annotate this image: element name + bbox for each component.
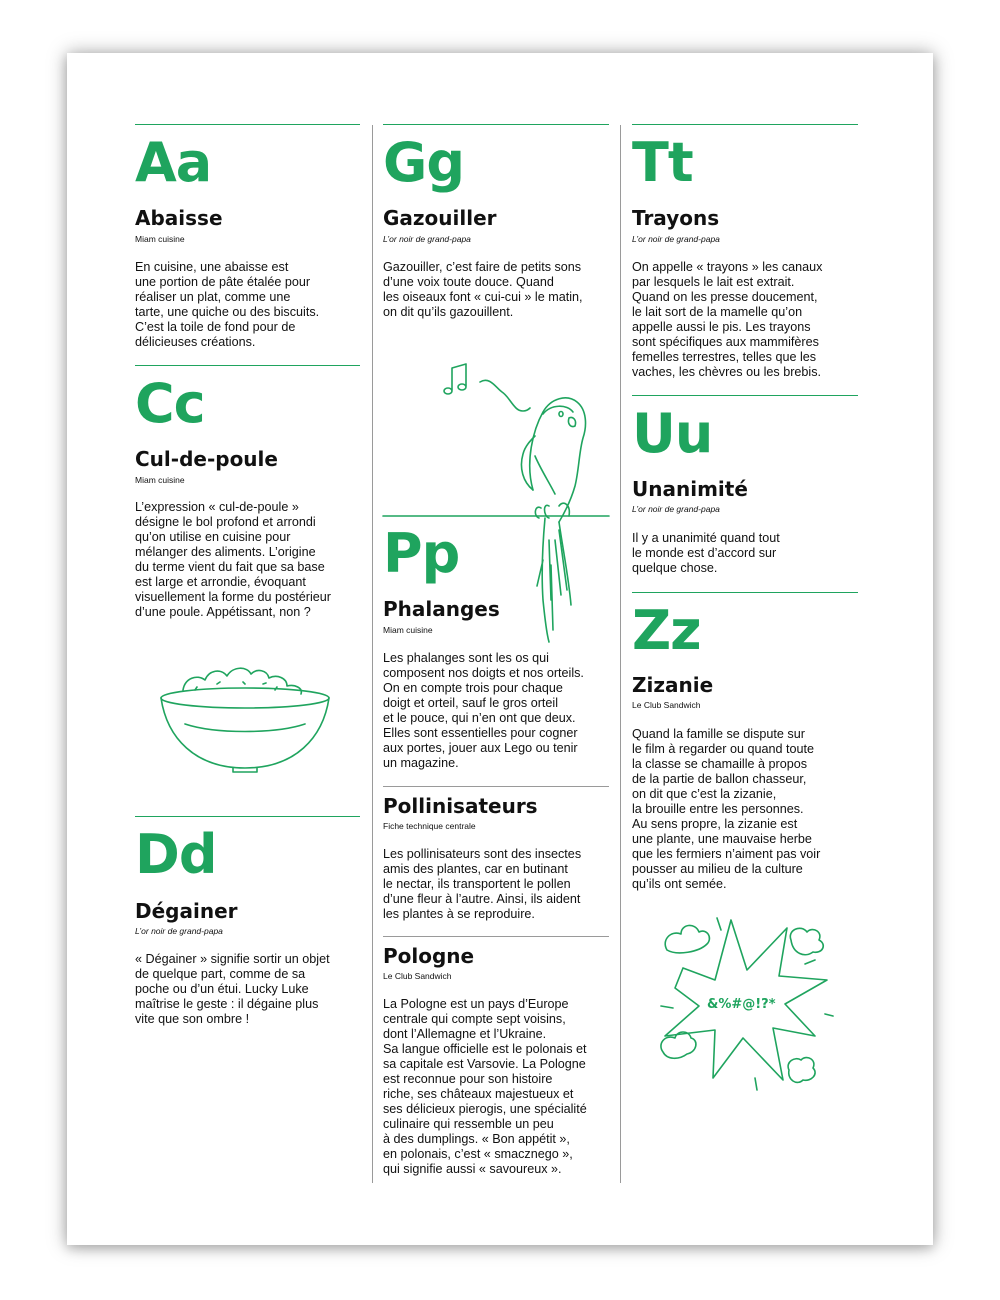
entry-word: Pologne xyxy=(383,944,475,968)
entry-source: Fiche technique centrale xyxy=(383,821,476,831)
entry-word: Zizanie xyxy=(632,673,714,697)
entry-source: L’or noir de grand-papa xyxy=(632,504,720,514)
entry-rule xyxy=(383,124,609,125)
entry-word: Unanimité xyxy=(632,477,748,501)
entry-source: L’or noir de grand-papa xyxy=(632,234,720,244)
entry-definition: « Dégainer » signifie sortir un objet de quelque part, comme de sa poche ou d’un étui. Lucky Luke maîtrise le geste : il dégaine plus vite que son ombre ! xyxy=(135,952,330,1026)
entry-rule xyxy=(383,786,609,787)
entry-letter: Gg xyxy=(383,131,464,194)
entry-letter: Aa xyxy=(135,131,212,194)
entry-source: Miam cuisine xyxy=(135,475,185,485)
entry-word: Pollinisateurs xyxy=(383,794,538,818)
entry-definition: Il y a unanimité quand tout le monde est d’accord sur quelque chose. xyxy=(632,531,780,575)
mixing-bowl-icon xyxy=(155,660,340,775)
entry-source: Le Club Sandwich xyxy=(632,700,701,710)
entry-word: Cul-de-poule xyxy=(135,447,278,471)
entry-rule xyxy=(632,395,858,396)
column-divider-2 xyxy=(620,125,621,1183)
entry-rule xyxy=(135,365,360,366)
entry-letter: Tt xyxy=(632,131,693,194)
entry-source: Le Club Sandwich xyxy=(383,971,452,981)
entry-word: Trayons xyxy=(632,206,720,230)
entry-letter: Zz xyxy=(632,599,701,662)
fight-cloud-icon xyxy=(655,910,835,1095)
entry-letter: Dd xyxy=(135,823,217,886)
entry-definition: Quand la famille se dispute sur le film à regarder ou quand toute la classe se chamaille à propos de la partie de ballon chasseur, on dit que c’est la zizanie, la brouille entre les personnes. Au sens propre, la zizanie est une plante, une mauvaise herbe que les fermiers n’aiment pas voir pousser au milieu de la culture qu’ils ont semée. xyxy=(632,727,821,891)
entry-rule xyxy=(383,936,609,937)
entry-definition: Les pollinisateurs sont des insectes amis des plantes, car en butinant le nectar, ils transportent le pollen d’une fleur à l’autre. Ainsi, ils aident les plantes à se reproduire. xyxy=(383,847,582,921)
entry-definition: En cuisine, une abaisse est une portion de pâte étalée pour réaliser un plat, comme une tarte, une quiche ou des biscuits. C’est la toile de fond pour de délicieuses créations. xyxy=(135,260,320,349)
entry-definition: On appelle « trayons » les canaux par lesquels le lait est extrait. Quand on les presse doucement, le lait sort de la mamelle qu’on appelle aussi le pis. Les trayons sont spécifiques aux mammifères femelles terrestres, telles que les vaches, les chèvres ou les brebis. xyxy=(632,260,823,379)
entry-definition: Gazouiller, c’est faire de petits sons d’une voix toute douce. Quand les oiseaux font « cui-cui » le matin, on dit qu’ils gazouillent. xyxy=(383,260,583,319)
entry-rule xyxy=(135,124,360,125)
entry-word: Abaisse xyxy=(135,206,223,230)
grawlix-text: &%#@!?* xyxy=(707,997,776,1012)
entry-source: Miam cuisine xyxy=(135,234,185,244)
entry-source: L’or noir de grand-papa xyxy=(383,234,471,244)
entry-word: Phalanges xyxy=(383,597,500,621)
entry-source: Miam cuisine xyxy=(383,625,433,635)
entry-rule xyxy=(632,124,858,125)
entry-rule xyxy=(632,592,858,593)
entry-definition: L’expression « cul-de-poule » désigne le bol profond et arrondi qu’on utilise en cuisine pour mélanger des aliments. L’origine du terme vient du fait que sa base est large et arrondie, évoquant visuellement la forme du postérieur d’une poule. Appétissant, non ? xyxy=(135,500,331,619)
entry-source: L’or noir de grand-papa xyxy=(135,926,223,936)
column-divider-1 xyxy=(372,125,373,1183)
entry-definition: La Pologne est un pays d’Europe centrale qui compte sept voisins, dont l’Allemagne et l’Ukraine. Sa langue officielle est le polonais et sa capitale est Varsovie. La Pologne est reconnue pour son histoire riche, ses châteaux majestueux et ses délicieux pierogis, une spécialité culinaire qui ressemble un peu à des dumplings. « Bon appétit », en polonais, c’est « smacznego », qui signifie aussi « savoureux ». xyxy=(383,997,587,1176)
entry-letter: Pp xyxy=(383,522,460,585)
entry-letter: Uu xyxy=(632,402,713,465)
entry-definition: Les phalanges sont les os qui composent nos doigts et nos orteils. On en compte trois pour chaque doigt et orteil, sauf le gros orteil et le pouce, qui n’en ont que deux. Elles sont essentielles pour cogner aux portes, jouer aux Lego ou tenir un magazine. xyxy=(383,651,584,770)
entry-word: Gazouiller xyxy=(383,206,497,230)
entry-word: Dégainer xyxy=(135,899,238,923)
entry-letter: Cc xyxy=(135,372,205,435)
entry-rule xyxy=(135,816,360,817)
